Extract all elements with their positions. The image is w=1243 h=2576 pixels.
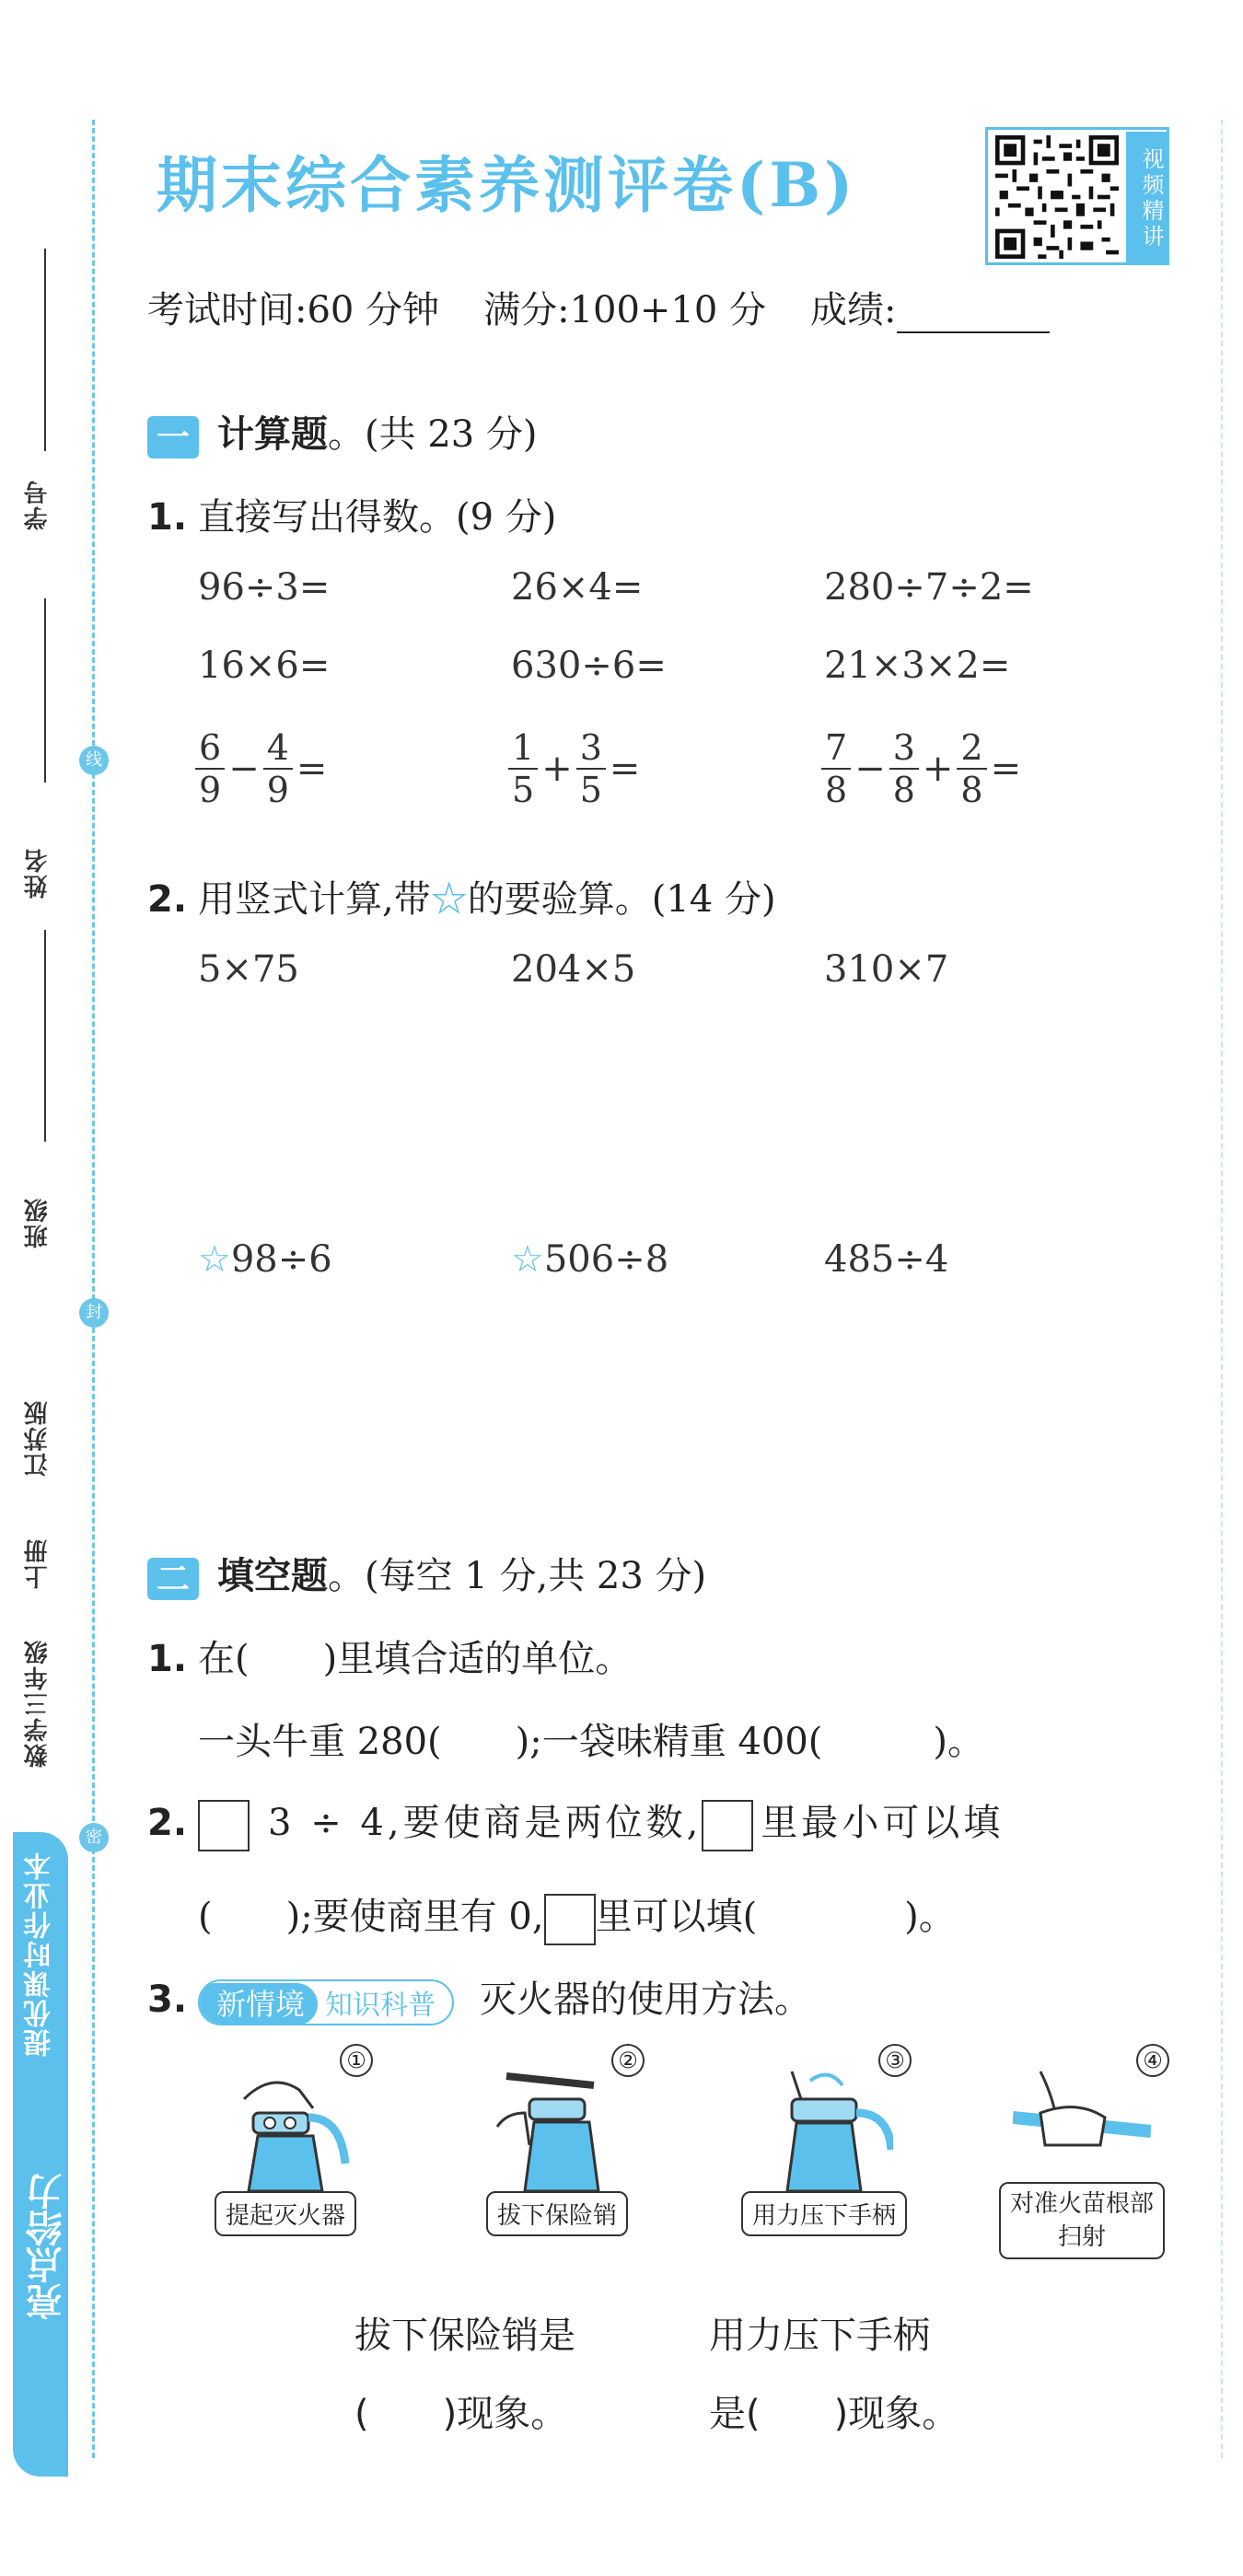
vertical-calc-item: ☆98÷6 <box>198 1238 332 1281</box>
section1-title: 计算题 <box>217 412 328 456</box>
vertical-calc-item: 485÷4 <box>824 1238 949 1281</box>
s1-q2-number: 2. <box>147 878 188 921</box>
fraction-expr-c: $\frac{7}{8}$ − $\frac{3}{8}$ + $\frac{2}{8}$ = <box>821 727 1025 810</box>
extinguisher-press-icon <box>755 2062 893 2191</box>
fraction: $\frac{2}{8}$ <box>957 727 986 810</box>
binding-dash-line <box>92 120 95 2458</box>
star-icon: ☆ <box>198 1238 231 1281</box>
calc-item: 630÷6= <box>511 644 667 687</box>
s2-q2-line2: ( );要使商里有 0, 里可以填( )。 <box>198 1887 956 1945</box>
fraction: $\frac{7}{8}$ <box>821 727 851 810</box>
digit-box[interactable] <box>198 1800 250 1851</box>
answer-left-line1: 拔下保险销是 <box>354 2315 575 2357</box>
step-2 <box>470 2044 645 2228</box>
edition-label: 江苏版 <box>24 1399 52 1477</box>
fraction: $\frac{3}{5}$ <box>576 727 606 810</box>
qr-block[interactable] <box>985 127 1169 265</box>
qr-label: 视频精讲 <box>1126 132 1167 262</box>
calc-item: 96÷3= <box>198 566 331 609</box>
star-icon: ☆ <box>511 1238 544 1281</box>
fraction: $\frac{4}{9}$ <box>263 727 293 810</box>
binding-mark-feng: 封 <box>79 1298 109 1328</box>
answer-right-line1: 用力压下手柄 <box>709 2315 930 2357</box>
s2-q2-line1: 2. 3 ÷ 4,要使商是两位数, 里最小可以填 <box>147 1793 1004 1851</box>
exam-time: 考试时间:60 分钟 <box>147 289 440 331</box>
score-blank[interactable] <box>897 295 1050 333</box>
s2-q2-number: 2. <box>147 1802 188 1844</box>
step-number: ② <box>611 2044 645 2077</box>
binding-strip <box>0 0 101 2576</box>
exam-info-row <box>147 281 1050 333</box>
section1-note: 。(共 23 分) <box>328 413 538 456</box>
calc-item: 16×6= <box>198 644 331 687</box>
fraction: $\frac{1}{5}$ <box>508 727 538 810</box>
volume-label: 上册 <box>24 1537 52 1589</box>
s2-q3-prompt: 3. 新情境 知识科普 灭火器的使用方法。 <box>147 1970 811 2025</box>
step-label: 对准火苗根部扫射 <box>999 2182 1165 2259</box>
section2-number: 二 <box>147 1558 199 1600</box>
s2-q1-line2: 一头牛重 280( );一袋味精重 400( )。 <box>198 1721 985 1763</box>
student-id-line <box>44 249 46 451</box>
fraction: $\frac{3}{8}$ <box>889 727 919 810</box>
section1-header <box>147 405 538 458</box>
vertical-calc-item: 204×5 <box>511 948 636 991</box>
s2-q3-number: 3. <box>147 1978 188 2021</box>
vertical-calc-item: ☆506÷8 <box>511 1238 669 1281</box>
exam-title: 期末综合素养测评卷(B) <box>157 149 857 221</box>
step-number: ① <box>340 2044 373 2077</box>
digit-box[interactable] <box>702 1800 753 1851</box>
section1-number: 一 <box>147 416 199 458</box>
vertical-calc-item: 310×7 <box>824 948 949 991</box>
qr-code-icon[interactable] <box>993 135 1121 259</box>
s1-q2-prompt: 2. 用竖式计算,带☆的要验算。(14 分) <box>147 878 776 921</box>
name-line <box>44 930 46 1142</box>
s1-q1-text: 直接写出得数。(9 分) <box>198 496 557 539</box>
digit-box[interactable] <box>544 1894 596 1945</box>
step-label: 拔下保险销 <box>486 2191 628 2236</box>
grade-label: 数学三年级 <box>24 1639 52 1768</box>
step-number: ③ <box>878 2044 912 2077</box>
step-1 <box>198 2044 373 2228</box>
s2-q1-line1: 1. 在( )里填合适的单位。 <box>147 1638 633 1680</box>
calc-item: 280÷7÷2= <box>824 566 1034 609</box>
score-label: 成绩: <box>810 289 897 331</box>
s2-q1-number: 1. <box>147 1638 188 1680</box>
star-icon: ☆ <box>430 878 468 921</box>
step-number: ④ <box>1136 2044 1169 2077</box>
extinguisher-pull-pin-icon <box>488 2062 626 2191</box>
section2-note: 。(每空 1 分,共 23 分) <box>328 1555 707 1597</box>
class-label: 班级 <box>24 1197 52 1248</box>
full-score: 满分:100+10 分 <box>483 289 767 331</box>
binding-mark-mi: 密 <box>79 1823 109 1852</box>
calc-item: 21×3×2= <box>824 644 1011 687</box>
answer-left-line2: ( )现象。 <box>354 2393 568 2435</box>
right-dash-line <box>1221 120 1223 2458</box>
s1-q1-prompt <box>147 488 556 540</box>
step-3 <box>737 2044 912 2228</box>
section2-header <box>147 1547 706 1600</box>
binding-mark-xian: 线 <box>79 746 109 775</box>
step-4 <box>994 2044 1169 2251</box>
step-label: 用力压下手柄 <box>741 2191 907 2236</box>
name-label: 姓名 <box>24 847 52 899</box>
calc-item: 26×4= <box>511 566 644 609</box>
context-badge: 新情境 知识科普 <box>198 1979 454 2025</box>
vertical-calc-item: 5×75 <box>198 948 299 991</box>
fraction-expr-b: $\frac{1}{5}$ + $\frac{3}{5}$ = <box>508 727 644 810</box>
student-id-label: 学号 <box>24 479 52 530</box>
extinguisher-lift-icon <box>216 2062 354 2191</box>
extinguisher-aim-icon <box>1013 2062 1151 2191</box>
brand-series: 提优课时作业本 <box>24 1851 56 2057</box>
name-line-top <box>44 598 46 783</box>
brand-logo: 亮点给力 <box>26 2173 68 2320</box>
step-label: 提起灭火器 <box>215 2191 356 2236</box>
answer-right-line2: 是( )现象。 <box>709 2393 959 2435</box>
fraction: $\frac{6}{9}$ <box>195 727 225 810</box>
s1-q1-number: 1. <box>147 496 188 539</box>
section2-title: 填空题 <box>217 1554 328 1597</box>
fraction-expr-a: $\frac{6}{9}$ − $\frac{4}{9}$ = <box>195 727 331 810</box>
